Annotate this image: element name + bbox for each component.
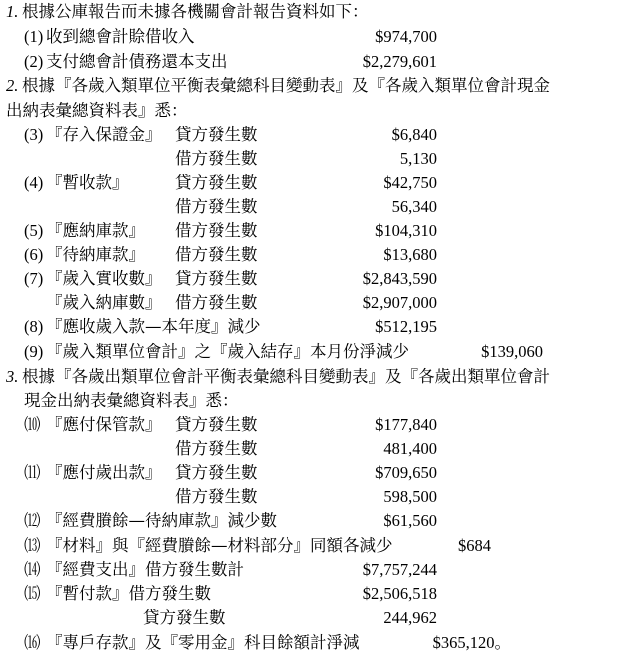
item-value: $6,840	[391, 125, 437, 144]
item-sub: 借方發生數	[175, 221, 258, 240]
item-11-line2	[0, 485, 629, 509]
item-label: (6)	[24, 245, 44, 264]
item-value: $2,506,518	[362, 584, 437, 603]
item-text: 『專戶存款』及『零用金』科目餘額計淨減	[46, 633, 360, 652]
item-15	[0, 582, 629, 606]
section-number: 2.	[6, 76, 19, 95]
item-label: (3)	[24, 125, 44, 144]
item-label: (5)	[24, 221, 44, 240]
item-label: (4)	[24, 173, 44, 192]
item-text: 『應納庫款』	[46, 221, 145, 240]
item-value: 598,500	[383, 487, 437, 506]
item-label: ⑽	[24, 415, 41, 434]
item-value: $177,840	[375, 415, 437, 434]
item-3-line2	[0, 147, 629, 171]
item-sub: 借方發生數	[175, 487, 258, 506]
item-value: 481,400	[383, 439, 437, 458]
item-value: 56,340	[391, 197, 437, 216]
item-text: 『材料』與『經費賸餘—材料部分』同額各減少	[46, 536, 393, 555]
item-value: $974,700	[375, 27, 437, 46]
section-heading-text: 現金出納表彙總資料表』悉：	[24, 391, 239, 410]
item-5	[0, 219, 629, 243]
item-value: $365,120。	[432, 633, 511, 652]
section-heading-text: 根據『各歲入類單位平衡表彙總科目變動表』及『各歲入類單位會計現金	[22, 76, 550, 95]
item-text: 『待納庫款』	[46, 245, 145, 264]
item-sub: 貸方發生數	[175, 463, 258, 482]
item-sub: 貸方發生數	[175, 125, 258, 144]
item-label: (1)	[24, 27, 44, 46]
item-text: 『應付歲出款』	[46, 463, 162, 482]
item-text: 『暫付款』借方發生數	[46, 584, 211, 603]
item-10	[0, 413, 629, 437]
section-heading-text: 根據公庫報告而未據各機關會計報告資料如下：	[22, 2, 369, 21]
section-heading-text: 出納表彙總資料表』悉：	[6, 101, 188, 120]
item-value: $684	[458, 536, 491, 555]
item-sub: 借方發生數	[175, 439, 258, 458]
item-sub: 貸方發生數	[175, 415, 258, 434]
item-text: 支付總會計債務還本支出	[46, 52, 228, 71]
item-text: 收到總會計賒借收入	[46, 27, 195, 46]
item-label: (7)	[24, 269, 44, 288]
item-4	[0, 171, 629, 195]
item-sub: 貸方發生數	[175, 269, 258, 288]
item-label: (9)	[24, 342, 44, 361]
item-sub: 借方發生數	[175, 245, 258, 264]
item-1	[0, 25, 629, 49]
item-value: 244,962	[383, 608, 437, 627]
item-text: 『歲入納庫數』	[46, 293, 162, 312]
section-3-heading-line1	[0, 365, 629, 389]
item-label: ⒀	[24, 536, 41, 555]
section-number: 1.	[6, 2, 19, 21]
section-heading-text: 根據『各歲出類單位會計平衡表彙總科目變動表』及『各歲出類單位會計	[22, 367, 550, 386]
item-text: 『經費賸餘—待納庫款』減少數	[46, 511, 277, 530]
item-label: ⑿	[24, 511, 41, 530]
item-10-line2	[0, 437, 629, 461]
item-3	[0, 123, 629, 147]
item-value: 5,130	[399, 149, 437, 168]
item-text: 『經費支出』借方發生數計	[46, 560, 244, 579]
section-2-heading-line2	[0, 99, 629, 123]
item-14	[0, 558, 629, 582]
item-value: $139,060	[481, 342, 543, 361]
item-sub: 貸方發生數	[175, 173, 258, 192]
item-value: $42,750	[383, 173, 437, 192]
item-label: ⒂	[24, 584, 41, 603]
item-text: 『應付保管款』	[46, 415, 162, 434]
item-text: 『應收歲入款—本年度』減少	[46, 317, 261, 336]
item-2	[0, 50, 629, 74]
item-16	[0, 631, 629, 655]
item-15-line2	[0, 606, 629, 630]
item-8	[0, 315, 629, 339]
item-9	[0, 340, 629, 364]
item-value: $61,560	[383, 511, 437, 530]
item-text: 『存入保證金』	[46, 125, 162, 144]
item-value: $709,650	[375, 463, 437, 482]
section-3-heading-line2	[0, 389, 629, 413]
item-label: (2)	[24, 52, 44, 71]
item-7	[0, 267, 629, 291]
item-sub: 借方發生數	[175, 197, 258, 216]
item-12	[0, 509, 629, 533]
item-value: $2,279,601	[362, 52, 437, 71]
item-value: $512,195	[375, 317, 437, 336]
section-number: 3.	[6, 367, 19, 386]
item-4-line2	[0, 195, 629, 219]
item-sub: 借方發生數	[175, 293, 258, 312]
item-text: 『歲入實收數』	[46, 269, 162, 288]
item-11	[0, 461, 629, 485]
item-label: (8)	[24, 317, 44, 336]
item-sub: 借方發生數	[175, 149, 258, 168]
item-value: $2,843,590	[362, 269, 437, 288]
item-value: $13,680	[383, 245, 437, 264]
item-label: ⒃	[24, 633, 41, 652]
item-value: $7,757,244	[362, 560, 437, 579]
section-1-heading	[0, 0, 629, 24]
item-6	[0, 243, 629, 267]
item-label: ⑾	[24, 463, 41, 482]
section-2-heading-line1	[0, 74, 629, 98]
item-7-line2	[0, 291, 629, 315]
item-13	[0, 534, 629, 558]
item-value: $104,310	[375, 221, 437, 240]
item-sub: 貸方發生數	[143, 608, 226, 627]
item-text: 『歲入類單位會計』之『歲入結存』本月份淨減少	[46, 342, 409, 361]
item-label: ⒁	[24, 560, 41, 579]
item-value: $2,907,000	[362, 293, 437, 312]
item-text: 『暫收款』	[46, 173, 129, 192]
